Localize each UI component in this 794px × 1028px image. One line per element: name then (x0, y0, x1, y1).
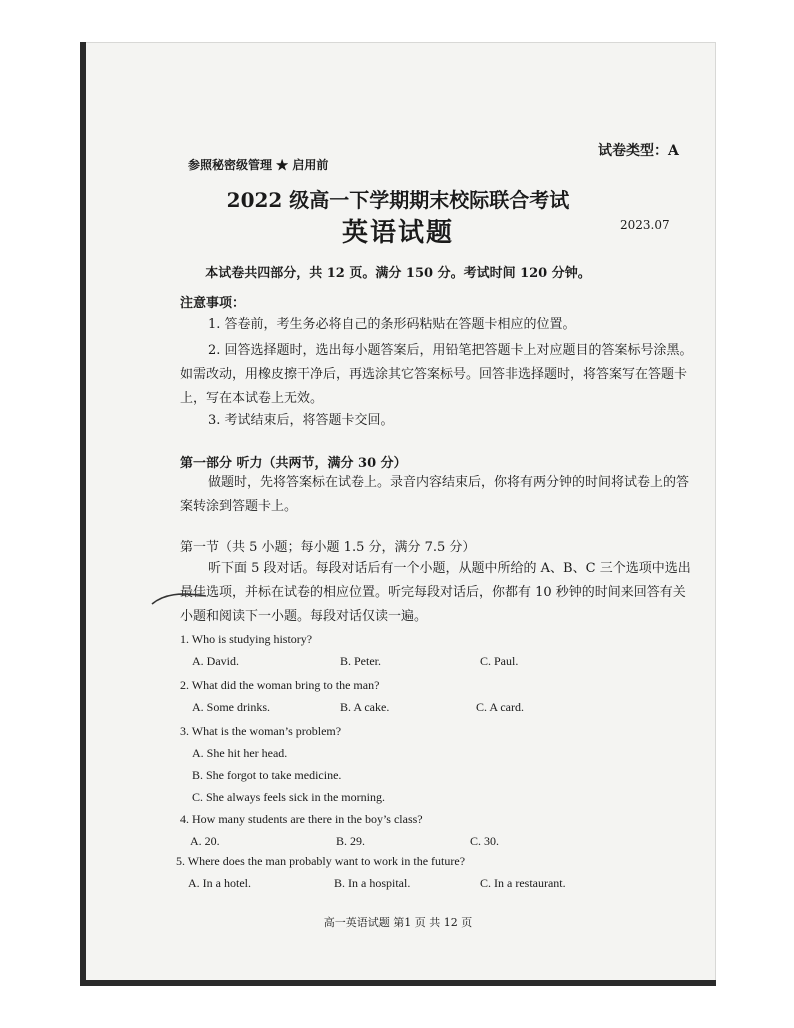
q4-option-c: C. 30. (470, 834, 500, 848)
q3-option-b: B. She forgot to take medicine. (192, 768, 342, 782)
q5-option-b: B. In a hospital. (334, 876, 411, 890)
confidential-label: 参照秘密级管理 ★ 启用前 (188, 158, 329, 172)
scan-edge-bottom (80, 980, 716, 986)
section1-intro-2: 最佳选项，并标在试卷的相应位置。听完每段对话后，你都有 10 秒钟的时间来回答有关 (180, 585, 686, 600)
q5-option-a: A. In a hotel. (188, 876, 251, 890)
part1-intro-1: 做题时，先将答案标在试卷上。录音内容结束后，你将有两分钟的时间将试卷上的答 (208, 475, 690, 490)
notice-item-2-cont2: 上，写在本试卷上无效。 (180, 391, 324, 406)
q2-option-a: A. Some drinks. (192, 700, 270, 714)
q2-option-b: B. A cake. (340, 700, 390, 714)
question-1: 1. Who is studying history? (180, 632, 313, 646)
section1-intro-3: 小题和阅读下一小题。每段对话仅读一遍。 (180, 609, 428, 624)
exam-date: 2023.07 (620, 218, 670, 232)
exam-info: 本试卷共四部分，共 12 页。满分 150 分。考试时间 120 分钟。 (205, 266, 591, 281)
notice-item-1: 1. 答卷前，考生务必将自己的条形码粘贴在答题卡相应的位置。 (208, 317, 576, 332)
exam-page (80, 42, 716, 986)
part1-heading: 第一部分 听力（共两节，满分 30 分） (180, 456, 407, 471)
paper-type-label: 试卷类型：A (598, 143, 679, 159)
notice-heading: 注意事项： (180, 296, 246, 311)
subject-title: 英语试题 (341, 218, 454, 248)
page-footer: 高一英语试题 第1 页 共 12 页 (323, 916, 473, 929)
notice-item-2: 2. 回答选择题时，选出每小题答案后，用铅笔把答题卡上对应题目的答案标号涂黑。 (208, 343, 693, 358)
question-2: 2. What did the woman bring to the man? (180, 678, 380, 692)
part1-intro-2: 案转涂到答题卡上。 (180, 499, 298, 514)
q5-option-c: C. In a restaurant. (480, 876, 566, 890)
exam-title: 2022 级高一下学期期末校际联合考试 (226, 188, 570, 212)
q1-option-b: B. Peter. (340, 654, 381, 668)
q3-option-c: C. She always feels sick in the morning. (192, 790, 385, 804)
question-3: 3. What is the woman’s problem? (180, 724, 342, 738)
section1-heading: 第一节（共 5 小题；每小题 1.5 分，满分 7.5 分） (180, 540, 476, 555)
q1-option-c: C. Paul. (480, 654, 519, 668)
q1-option-a: A. David. (192, 654, 239, 668)
q4-option-b: B. 29. (336, 834, 366, 848)
q4-option-a: A. 20. (190, 834, 220, 848)
question-4: 4. How many students are there in the boy’s class? (180, 812, 423, 826)
section1-intro-1: 听下面 5 段对话。每段对话后有一个小题，从题中所给的 A、B、C 三个选项中选出 (208, 561, 691, 576)
notice-item-3: 3. 考试结束后，将答题卡交回。 (208, 413, 394, 428)
q2-option-c: C. A card. (476, 700, 524, 714)
question-5: 5. Where does the man probably want to work in the future? (176, 854, 466, 868)
q3-option-a: A. She hit her head. (192, 746, 288, 760)
pen-mark-icon (150, 590, 210, 610)
notice-item-2-cont: 如需改动，用橡皮擦干净后，再选涂其它答案标号。回答非选择题时，将答案写在答题卡 (180, 367, 688, 382)
